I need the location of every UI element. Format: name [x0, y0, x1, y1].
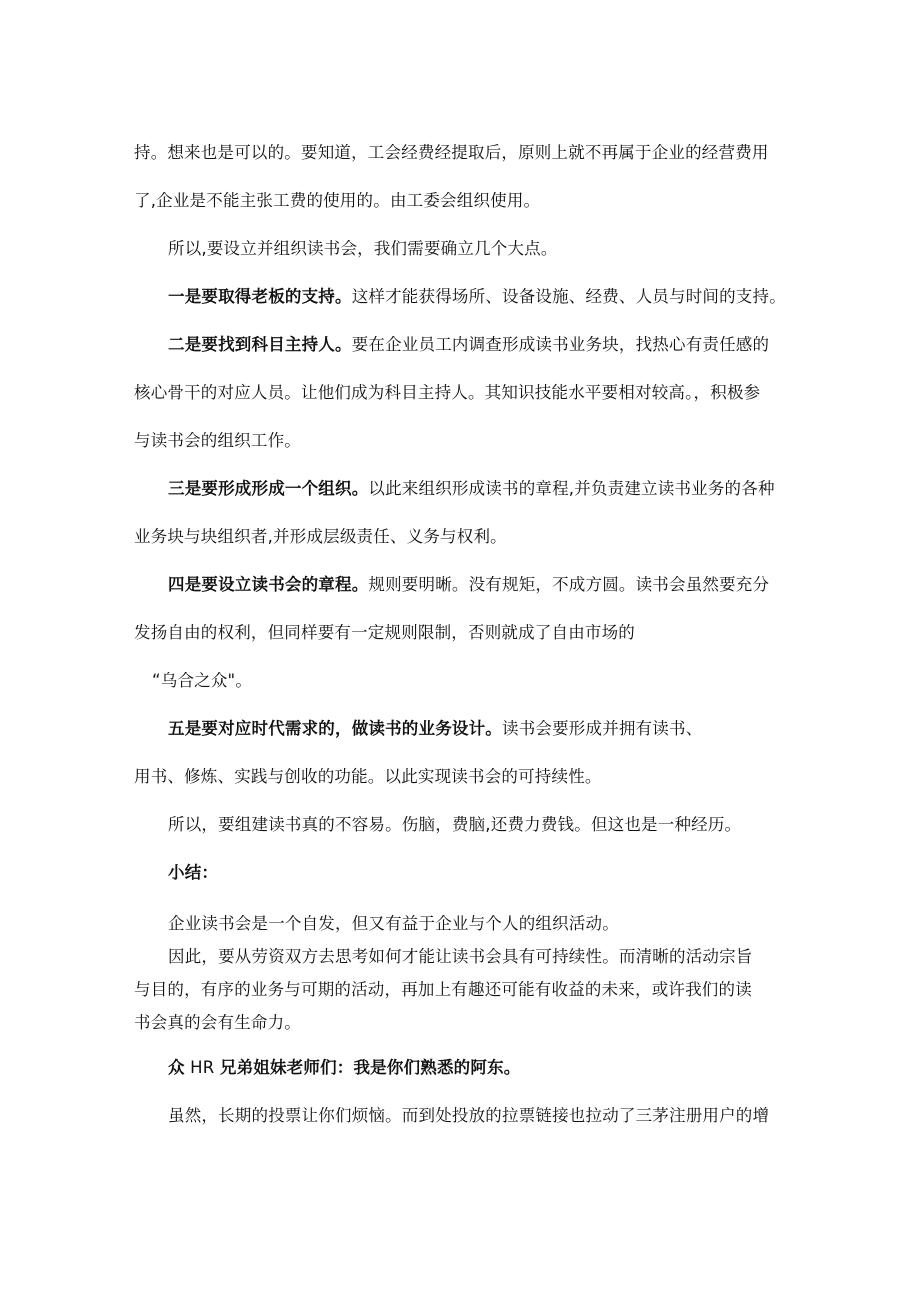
- point-heading: 二是要找到科目主持人。: [168, 335, 352, 354]
- point-heading: 三是要形成形成一个组织。: [168, 479, 369, 498]
- point-heading: 一是要取得老板的支持。: [168, 287, 352, 306]
- paragraph-line: 用书、修炼、实践与创收的功能。以此实现读书会的可持续性。: [134, 767, 602, 786]
- summary-heading: 小结：: [168, 863, 219, 882]
- point-text: 这样才能获得场所、设备设施、经费、人员与时间的支持。: [351, 287, 786, 306]
- greeting-hr: HR: [184, 1058, 220, 1077]
- paragraph-line: [168, 573, 769, 597]
- paragraph-line: [168, 717, 702, 741]
- paragraph-line: 因此，要从劳资双方去思考如何才能让读书会具有可持续性。而清晰的活动宗旨: [168, 947, 753, 966]
- paragraph-line: 所以，要组建读书真的不容易。伤脑，费脑,还费力费钱。但这也是一种经历。: [168, 815, 742, 834]
- paragraph-line: [168, 333, 769, 357]
- point-text: 读书会要形成并拥有读书、: [502, 719, 703, 738]
- paragraph-line: 书会真的会有生命力。: [134, 1013, 301, 1032]
- greeting-bold: 众: [168, 1058, 185, 1077]
- paragraph-line: 核心骨干的对应人员。让他们成为科目主持人。其知识技能水平要相对较高。，积极参: [134, 383, 761, 402]
- paragraph-line: 与读书会的组织工作。: [134, 431, 301, 450]
- greeting-bold: 兄弟姐妹老师们：我是你们熟悉的阿东。: [219, 1058, 521, 1077]
- paragraph-line: 所以,要设立并组织读书会，我们需要确立几个大点。: [168, 239, 558, 258]
- paragraph-line: [168, 477, 775, 501]
- paragraph-line: 发扬自由的权利，但同样要有一定规则限制，否则就成了自由市场的: [134, 623, 635, 642]
- paragraph-line: “乌合之众"。: [152, 671, 253, 690]
- paragraph-line: [168, 1056, 520, 1080]
- paragraph-line: 与目的，有序的业务与可期的活动，再加上有趣还可能有收益的未来，或许我们的读: [134, 980, 752, 999]
- point-text: 要在企业员工内调查形成读书业务块，找热心有责任感的: [351, 335, 770, 354]
- paragraph-line: 虽然，长期的投票让你们烦恼。而到处投放的拉票链接也拉动了三茅注册用户的增: [168, 1106, 770, 1125]
- point-text: 以此来组织形成读书的章程,并负责建立读书业务的各种: [368, 479, 775, 498]
- paragraph-line: 持。想来也是可以的。要知道，工会经费经提取后，原则上就不再属于企业的经营费用: [134, 143, 769, 162]
- paragraph-line: 业务块与块组织者,并形成层级责任、义务与权利。: [134, 527, 507, 546]
- point-heading: 五是要对应时代需求的，做读书的业务设计。: [168, 719, 502, 738]
- point-heading: 四是要设立读书会的章程。: [168, 575, 369, 594]
- point-text: 规则要明晰。没有规矩，不成方圆。读书会虽然要充分: [368, 575, 770, 594]
- paragraph-line: 了,企业是不能主张工费的使用的。由工委会组织使用。: [134, 191, 541, 210]
- paragraph-line: 企业读书会是一个自发，但又有益于企业与个人的组织活动。: [168, 914, 619, 933]
- paragraph-line: [168, 285, 786, 309]
